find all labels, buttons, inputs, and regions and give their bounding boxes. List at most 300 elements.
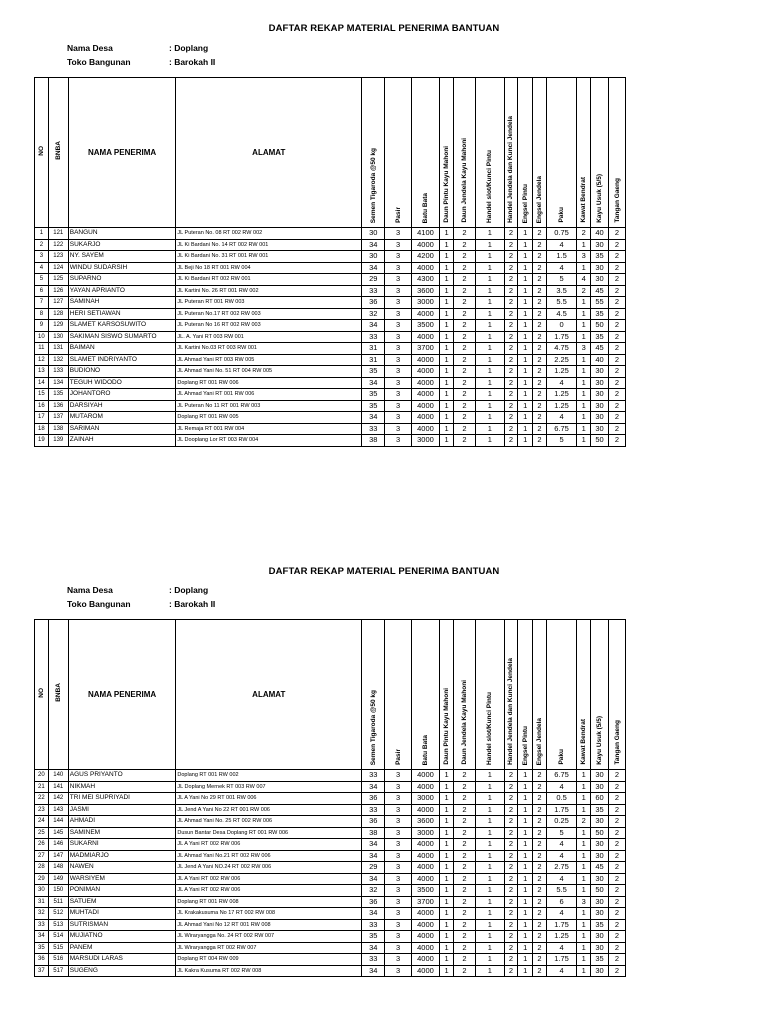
cell-handel-slot: 1 (476, 908, 504, 920)
cell-kawat-bendrat: 1 (577, 308, 591, 320)
cell-daun-jendela: 2 (453, 239, 475, 251)
cell-daun-jendela: 2 (453, 423, 475, 435)
table-row (35, 919, 626, 931)
cell-handel-slot: 1 (476, 354, 504, 366)
table-row (35, 320, 626, 332)
cell-batu-bata: 4000 (411, 908, 439, 920)
cell-engsel-pintu: 1 (518, 850, 533, 862)
cell-nama: NAWEN (68, 862, 176, 874)
cell-handel-slot: 1 (476, 423, 504, 435)
hdr-daun-pintu-label: Daun Pintu Kayu Mahoni (443, 146, 451, 223)
cell-semen: 35 (362, 400, 385, 412)
cell-batu-bata: 4000 (411, 839, 439, 851)
cell-handel-jendela: 2 (504, 804, 518, 816)
cell-daun-jendela: 2 (453, 297, 475, 309)
cell-no: 23 (35, 804, 49, 816)
toko-value: : Barokah II (169, 57, 216, 67)
cell-alamat: JL Kartini No.03 RT 003 RW 001 (176, 343, 362, 355)
cell-semen: 32 (362, 308, 385, 320)
cell-handel-slot: 1 (476, 228, 504, 240)
cell-handel-slot: 1 (476, 896, 504, 908)
cell-batu-bata: 4000 (411, 308, 439, 320)
cell-paku: 4 (546, 262, 577, 274)
cell-engsel-jendela: 2 (533, 827, 547, 839)
cell-paku: 4 (546, 965, 577, 977)
cell-kayu-usuk: 30 (591, 873, 609, 885)
cell-nama: WINDU SUDARSIH (68, 262, 176, 274)
cell-daun-pintu: 1 (440, 839, 454, 851)
cell-no: 13 (35, 366, 49, 378)
cell-tangan-gaeng: 2 (609, 839, 626, 851)
cell-handel-slot: 1 (476, 816, 504, 828)
cell-engsel-pintu: 1 (518, 873, 533, 885)
cell-handel-jendela: 2 (504, 331, 518, 343)
cell-handel-jendela: 2 (504, 850, 518, 862)
cell-kayu-usuk: 30 (591, 770, 609, 782)
table-row (35, 239, 626, 251)
cell-tangan-gaeng: 2 (609, 873, 626, 885)
cell-batu-bata: 4000 (411, 954, 439, 966)
cell-handel-slot: 1 (476, 274, 504, 286)
cell-semen: 38 (362, 435, 385, 447)
desa-label: Nama Desa (67, 43, 113, 53)
cell-handel-slot: 1 (476, 331, 504, 343)
hdr-semen-label: Semen Tigaroda @50 kg (369, 689, 377, 765)
cell-handel-slot: 1 (476, 862, 504, 874)
cell-tangan-gaeng: 2 (609, 297, 626, 309)
cell-daun-jendela: 2 (453, 308, 475, 320)
cell-no: 32 (35, 908, 49, 920)
cell-kayu-usuk: 30 (591, 400, 609, 412)
cell-alamat: JL Puteran No 11 RT 001 RW 003 (176, 400, 362, 412)
cell-daun-jendela: 2 (453, 873, 475, 885)
table-row (35, 412, 626, 424)
cell-kawat-bendrat: 1 (577, 804, 591, 816)
cell-nama: HERI SETIAWAN (68, 308, 176, 320)
cell-semen: 33 (362, 423, 385, 435)
cell-engsel-pintu: 1 (518, 400, 533, 412)
cell-no: 14 (35, 377, 49, 389)
cell-paku: 1.5 (546, 251, 577, 263)
cell-pasir: 3 (385, 770, 411, 782)
cell-kayu-usuk: 35 (591, 954, 609, 966)
cell-daun-pintu: 1 (440, 770, 454, 782)
cell-no: 29 (35, 873, 49, 885)
cell-bnba: 148 (48, 862, 68, 874)
cell-tangan-gaeng: 2 (609, 793, 626, 805)
cell-nama: SUKARNI (68, 839, 176, 851)
cell-handel-slot: 1 (476, 793, 504, 805)
cell-engsel-pintu: 1 (518, 931, 533, 943)
cell-engsel-jendela: 2 (533, 435, 547, 447)
cell-tangan-gaeng: 2 (609, 320, 626, 332)
cell-kawat-bendrat: 1 (577, 297, 591, 309)
cell-engsel-jendela: 2 (533, 274, 547, 286)
cell-kayu-usuk: 35 (591, 331, 609, 343)
cell-engsel-pintu: 1 (518, 896, 533, 908)
cell-alamat: JL Doplang Mernek RT 003 RW 007 (176, 781, 362, 793)
table-row (35, 942, 626, 954)
cell-semen: 30 (362, 251, 385, 263)
cell-bnba: 127 (48, 297, 68, 309)
table-row (35, 389, 626, 401)
cell-bnba: 149 (48, 873, 68, 885)
table-row (35, 308, 626, 320)
cell-paku: 4 (546, 239, 577, 251)
table-row (35, 366, 626, 378)
cell-daun-jendela: 2 (453, 908, 475, 920)
cell-alamat: Dusun Bantar Desa Doplang RT 001 RW 006 (176, 827, 362, 839)
cell-engsel-jendela: 2 (533, 908, 547, 920)
cell-kawat-bendrat: 1 (577, 412, 591, 424)
cell-handel-jendela: 2 (504, 285, 518, 297)
cell-alamat: JL Jend A Yani NO.24 RT 002 RW 006 (176, 862, 362, 874)
cell-tangan-gaeng: 2 (609, 896, 626, 908)
cell-tangan-gaeng: 2 (609, 908, 626, 920)
cell-engsel-jendela: 2 (533, 862, 547, 874)
cell-no: 34 (35, 931, 49, 943)
cell-kayu-usuk: 35 (591, 804, 609, 816)
cell-handel-jendela: 2 (504, 827, 518, 839)
cell-kayu-usuk: 30 (591, 816, 609, 828)
cell-daun-jendela: 2 (453, 793, 475, 805)
cell-kayu-usuk: 50 (591, 885, 609, 897)
hdr-pasir-label: Pasir (394, 207, 402, 223)
cell-kawat-bendrat: 1 (577, 400, 591, 412)
cell-batu-bata: 4000 (411, 239, 439, 251)
cell-tangan-gaeng: 2 (609, 285, 626, 297)
cell-tangan-gaeng: 2 (609, 942, 626, 954)
cell-batu-bata: 3600 (411, 816, 439, 828)
cell-pasir: 3 (385, 423, 411, 435)
cell-bnba: 145 (48, 827, 68, 839)
cell-handel-jendela: 2 (504, 862, 518, 874)
cell-no: 33 (35, 919, 49, 931)
desa-value: : Doplang (169, 585, 209, 595)
cell-batu-bata: 3700 (411, 896, 439, 908)
cell-handel-jendela: 2 (504, 274, 518, 286)
table-row (35, 262, 626, 274)
cell-batu-bata: 4000 (411, 354, 439, 366)
cell-tangan-gaeng: 2 (609, 354, 626, 366)
cell-kayu-usuk: 50 (591, 827, 609, 839)
cell-handel-slot: 1 (476, 343, 504, 355)
cell-no: 5 (35, 274, 49, 286)
cell-daun-pintu: 1 (440, 412, 454, 424)
cell-tangan-gaeng: 2 (609, 262, 626, 274)
cell-daun-pintu: 1 (440, 793, 454, 805)
hdr-handel-jendela-label: Handel Jendela dan Kunci Jendela (507, 658, 515, 765)
cell-daun-pintu: 1 (440, 942, 454, 954)
cell-engsel-pintu: 1 (518, 816, 533, 828)
cell-nama: JASMI (68, 804, 176, 816)
cell-alamat: JL A Yani RT 002 RW 006 (176, 839, 362, 851)
cell-daun-jendela: 2 (453, 885, 475, 897)
cell-semen: 34 (362, 377, 385, 389)
cell-daun-jendela: 2 (453, 942, 475, 954)
cell-kayu-usuk: 40 (591, 354, 609, 366)
hdr-pasir (385, 620, 411, 770)
cell-kawat-bendrat: 1 (577, 873, 591, 885)
cell-handel-slot: 1 (476, 389, 504, 401)
cell-alamat: JL Puteran RT 001 RW 003 (176, 297, 362, 309)
cell-engsel-pintu: 1 (518, 366, 533, 378)
hdr-handel-jendela (504, 78, 518, 228)
cell-alamat: JL A Yani No 29 RT 001 RW 006 (176, 793, 362, 805)
hdr-kawat-bendrat-label: Kawat Bendrat (580, 719, 588, 765)
cell-kayu-usuk: 30 (591, 850, 609, 862)
cell-pasir: 3 (385, 862, 411, 874)
cell-bnba: 142 (48, 793, 68, 805)
cell-kawat-bendrat: 2 (577, 285, 591, 297)
cell-kawat-bendrat: 3 (577, 896, 591, 908)
cell-engsel-pintu: 1 (518, 285, 533, 297)
doc-title: DAFTAR REKAP MATERIAL PENERIMA BANTUAN (268, 566, 500, 577)
cell-daun-pintu: 1 (440, 931, 454, 943)
cell-alamat: JL. A. Yani RT 003 RW 001 (176, 331, 362, 343)
hdr-kayu-usuk-label: Kayu Usuk (5/5) (596, 716, 604, 765)
cell-no: 4 (35, 262, 49, 274)
hdr-batu-bata-label: Batu Bata (421, 734, 429, 765)
cell-daun-pintu: 1 (440, 251, 454, 263)
cell-batu-bata: 3000 (411, 435, 439, 447)
cell-kayu-usuk: 30 (591, 377, 609, 389)
cell-no: 17 (35, 412, 49, 424)
cell-semen: 33 (362, 919, 385, 931)
cell-handel-jendela: 2 (504, 320, 518, 332)
cell-engsel-jendela: 2 (533, 354, 547, 366)
cell-engsel-jendela: 2 (533, 366, 547, 378)
cell-engsel-jendela: 2 (533, 320, 547, 332)
hdr-engsel-pintu (518, 620, 533, 770)
cell-nama: PANEM (68, 942, 176, 954)
cell-alamat: JL Krakakusuma No 17 RT 002 RW 008 (176, 908, 362, 920)
cell-tangan-gaeng: 2 (609, 377, 626, 389)
cell-kayu-usuk: 55 (591, 297, 609, 309)
cell-daun-pintu: 1 (440, 343, 454, 355)
cell-no: 15 (35, 389, 49, 401)
cell-kawat-bendrat: 1 (577, 942, 591, 954)
cell-daun-jendela: 2 (453, 850, 475, 862)
cell-kawat-bendrat: 1 (577, 954, 591, 966)
cell-handel-slot: 1 (476, 919, 504, 931)
hdr-batu-bata-label: Batu Bata (421, 192, 429, 223)
cell-tangan-gaeng: 2 (609, 274, 626, 286)
cell-bnba: 129 (48, 320, 68, 332)
cell-batu-bata: 4000 (411, 919, 439, 931)
cell-alamat: JL Ki Bardani No. 31 RT 001 RW 001 (176, 251, 362, 263)
cell-engsel-pintu: 1 (518, 942, 533, 954)
hdr-engsel-pintu-label: Engsel Pintu (521, 725, 529, 765)
cell-handel-jendela: 2 (504, 389, 518, 401)
cell-alamat: JL Remaja RT 001 RW 004 (176, 423, 362, 435)
cell-semen: 33 (362, 770, 385, 782)
cell-no: 8 (35, 308, 49, 320)
cell-paku: 1.75 (546, 331, 577, 343)
cell-handel-slot: 1 (476, 251, 504, 263)
table-row (35, 228, 626, 240)
cell-kawat-bendrat: 1 (577, 389, 591, 401)
hdr-engsel-pintu-label: Engsel Pintu (521, 183, 529, 223)
hdr-pasir (385, 78, 411, 228)
cell-batu-bata: 3000 (411, 793, 439, 805)
header-row (35, 78, 626, 228)
cell-semen: 34 (362, 781, 385, 793)
table-row (35, 965, 626, 977)
cell-pasir: 3 (385, 839, 411, 851)
cell-daun-jendela: 2 (453, 827, 475, 839)
cell-bnba: 143 (48, 804, 68, 816)
cell-no: 24 (35, 816, 49, 828)
cell-daun-pintu: 1 (440, 331, 454, 343)
cell-pasir: 3 (385, 804, 411, 816)
cell-daun-jendela: 2 (453, 816, 475, 828)
cell-pasir: 3 (385, 320, 411, 332)
cell-paku: 4 (546, 839, 577, 851)
cell-bnba: 514 (48, 931, 68, 943)
cell-engsel-jendela: 2 (533, 343, 547, 355)
cell-alamat: JL Jend A Yani No 22 RT 001 RW 006 (176, 804, 362, 816)
cell-daun-pintu: 1 (440, 285, 454, 297)
cell-bnba: 124 (48, 262, 68, 274)
cell-kayu-usuk: 30 (591, 896, 609, 908)
cell-kawat-bendrat: 1 (577, 919, 591, 931)
cell-handel-slot: 1 (476, 827, 504, 839)
cell-engsel-pintu: 1 (518, 274, 533, 286)
cell-no: 1 (35, 228, 49, 240)
cell-engsel-pintu: 1 (518, 343, 533, 355)
cell-daun-jendela: 2 (453, 320, 475, 332)
cell-nama: SAKIMAN SISWO SUMARTO (68, 331, 176, 343)
cell-handel-jendela: 2 (504, 770, 518, 782)
cell-engsel-pintu: 1 (518, 228, 533, 240)
cell-semen: 36 (362, 297, 385, 309)
cell-tangan-gaeng: 2 (609, 781, 626, 793)
cell-batu-bata: 4000 (411, 862, 439, 874)
cell-handel-jendela: 2 (504, 308, 518, 320)
cell-alamat: JL Dooplang Lor RT 003 RW 004 (176, 435, 362, 447)
hdr-bnba-label: BNBA (54, 141, 62, 160)
cell-pasir: 3 (385, 239, 411, 251)
cell-pasir: 3 (385, 435, 411, 447)
cell-handel-jendela: 2 (504, 839, 518, 851)
cell-batu-bata: 4000 (411, 942, 439, 954)
cell-engsel-pintu: 1 (518, 251, 533, 263)
cell-no: 10 (35, 331, 49, 343)
cell-bnba: 511 (48, 896, 68, 908)
cell-kayu-usuk: 45 (591, 862, 609, 874)
cell-bnba: 137 (48, 412, 68, 424)
hdr-no (35, 620, 49, 770)
cell-pasir: 3 (385, 343, 411, 355)
cell-nama: SAMINAH (68, 297, 176, 309)
hdr-nama: NAMA PENERIMA (68, 620, 176, 770)
table-row (35, 354, 626, 366)
cell-paku: 4 (546, 412, 577, 424)
cell-no: 11 (35, 343, 49, 355)
cell-no: 9 (35, 320, 49, 332)
cell-kayu-usuk: 30 (591, 423, 609, 435)
hdr-semen (362, 78, 385, 228)
cell-daun-jendela: 2 (453, 354, 475, 366)
cell-engsel-jendela: 2 (533, 954, 547, 966)
cell-kawat-bendrat: 3 (577, 343, 591, 355)
cell-engsel-pintu: 1 (518, 954, 533, 966)
cell-kayu-usuk: 30 (591, 389, 609, 401)
cell-daun-pintu: 1 (440, 919, 454, 931)
cell-engsel-jendela: 2 (533, 793, 547, 805)
cell-batu-bata: 4000 (411, 400, 439, 412)
cell-tangan-gaeng: 2 (609, 885, 626, 897)
cell-pasir: 3 (385, 228, 411, 240)
cell-batu-bata: 3000 (411, 297, 439, 309)
cell-daun-pintu: 1 (440, 435, 454, 447)
table-row (35, 804, 626, 816)
cell-batu-bata: 3600 (411, 285, 439, 297)
cell-no: 19 (35, 435, 49, 447)
cell-handel-slot: 1 (476, 781, 504, 793)
cell-nama: SUTRISMAN (68, 919, 176, 931)
cell-kawat-bendrat: 1 (577, 885, 591, 897)
cell-tangan-gaeng: 2 (609, 435, 626, 447)
cell-handel-slot: 1 (476, 320, 504, 332)
cell-pasir: 3 (385, 942, 411, 954)
cell-engsel-pintu: 1 (518, 781, 533, 793)
cell-engsel-pintu: 1 (518, 389, 533, 401)
cell-kawat-bendrat: 1 (577, 770, 591, 782)
cell-kayu-usuk: 60 (591, 793, 609, 805)
cell-no: 25 (35, 827, 49, 839)
cell-alamat: JL Ki Bardani No. 14 RT 002 RW 001 (176, 239, 362, 251)
cell-engsel-pintu: 1 (518, 435, 533, 447)
cell-bnba: 150 (48, 885, 68, 897)
table-row (35, 274, 626, 286)
cell-daun-pintu: 1 (440, 896, 454, 908)
cell-pasir: 3 (385, 389, 411, 401)
cell-no: 20 (35, 770, 49, 782)
hdr-alamat: ALAMAT (176, 78, 362, 228)
cell-kawat-bendrat: 1 (577, 931, 591, 943)
cell-bnba: 515 (48, 942, 68, 954)
cell-pasir: 3 (385, 262, 411, 274)
cell-batu-bata: 4000 (411, 770, 439, 782)
cell-engsel-jendela: 2 (533, 873, 547, 885)
table-row (35, 839, 626, 851)
hdr-engsel-pintu (518, 78, 533, 228)
cell-handel-jendela: 2 (504, 297, 518, 309)
cell-nama: AGUS PRIYANTO (68, 770, 176, 782)
cell-no: 21 (35, 781, 49, 793)
cell-handel-jendela: 2 (504, 366, 518, 378)
cell-semen: 34 (362, 942, 385, 954)
cell-handel-slot: 1 (476, 400, 504, 412)
cell-daun-pintu: 1 (440, 781, 454, 793)
cell-paku: 4 (546, 781, 577, 793)
cell-no: 36 (35, 954, 49, 966)
cell-engsel-jendela: 2 (533, 228, 547, 240)
cell-alamat: JL Beji No 18 RT 001 RW 004 (176, 262, 362, 274)
cell-daun-jendela: 2 (453, 770, 475, 782)
cell-handel-jendela: 2 (504, 228, 518, 240)
cell-pasir: 3 (385, 850, 411, 862)
cell-daun-jendela: 2 (453, 285, 475, 297)
cell-handel-jendela: 2 (504, 931, 518, 943)
table-row (35, 400, 626, 412)
cell-handel-slot: 1 (476, 770, 504, 782)
hdr-handel-slot-label: Handel slot/Kunci Pintu (486, 692, 494, 765)
cell-no: 26 (35, 839, 49, 851)
cell-kawat-bendrat: 1 (577, 331, 591, 343)
